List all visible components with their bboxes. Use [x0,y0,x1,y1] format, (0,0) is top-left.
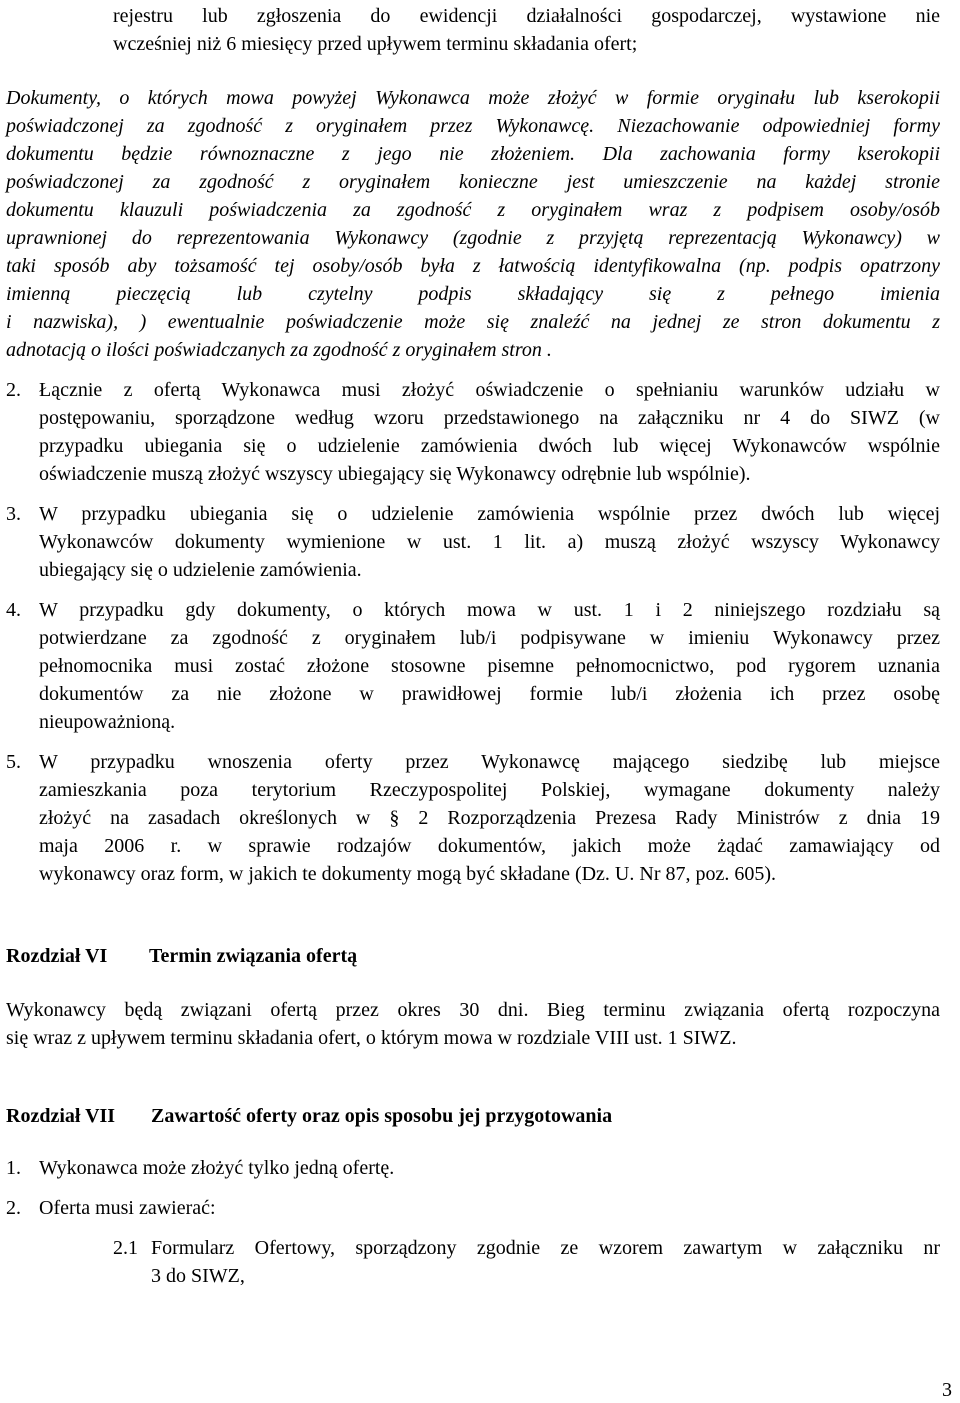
italic-para-line: Dokumenty, o których mowa powyżej Wykonawca może złożyć w formie oryginału lub kserokopii [6,87,940,109]
chapter-line: się wraz z upływem terminu składania ofert, o którym mowa w rozdziale VIII ust. 1 SIWZ. [6,1027,737,1049]
item-line: nieupoważnioną. [39,711,176,733]
item-number: 2. [6,379,21,401]
italic-para-line: adnotacją o ilości poświadczanych za zgodność z oryginałem stron . [6,339,552,361]
item-line: wykonawcy oraz form, w jakich te dokumenty mogą być składane (Dz. U. Nr 87, poz. 605). [39,863,777,885]
chapter-label: Rozdział VI [6,945,108,967]
item-number: 1. [6,1157,21,1179]
item-number: 3. [6,503,21,525]
italic-para-line: i nazwiska), ) ewentualnie poświadczenie może się znaleźć na jednej ze stron dokumentu z [6,311,940,333]
intro-line: rejestru lub zgłoszenia do ewidencji działalności gospodarczej, wystawione nie [113,5,940,27]
sub-item-number: 2.1 [113,1237,138,1259]
sub-item-line: 3 do SIWZ, [151,1265,245,1287]
item-line: złożyć na zasadach określonych w § 2 Rozporządzenia Prezesa Rady Ministrów z dnia 19 [39,807,940,829]
item-line: zamieszkania poza terytorium Rzeczypospolitej Polskiej, wymagane dokumenty należy [39,779,940,801]
item-line: ubiegający się o udzielenie zamówienia. [39,559,362,581]
chapter-title: Zawartość oferty oraz opis sposobu jej przygotowania [151,1105,613,1127]
italic-para-line: dokumentu klauzuli poświadczenia za zgodność z oryginałem wraz z podpisem osoby/osób [6,199,940,221]
item-line: postępowaniu, sporządzone według wzoru przedstawionego na załączniku nr 4 do SIWZ (w [39,407,940,429]
italic-para-line: dokumentu będzie równoznaczne z jego nie złożeniem. Dla zachowania formy kserokopii [6,143,940,165]
item-number: 5. [6,751,21,773]
item-line: Wykonawców dokumenty wymienione w ust. 1 lit. a) muszą złożyć wszyscy Wykonawcy [39,531,940,553]
item-line: oświadczenie muszą złożyć wszyscy ubiegający się Wykonawcy odrębnie lub wspólnie). [39,463,751,485]
item-line: W przypadku gdy dokumenty, o których mowa w ust. 1 i 2 niniejszego rozdziału są [39,599,940,621]
italic-para-line: poświadczonej za zgodność z oryginałem konieczne jest umieszczenie na każdej stronie [6,171,940,193]
item-number: 2. [6,1197,21,1219]
item-number: 4. [6,599,21,621]
chapter-line: Wykonawcy będą związani ofertą przez okres 30 dni. Bieg terminu związania ofertą rozpoczyna [6,999,940,1021]
item-line: Wykonawca może złożyć tylko jedną ofertę. [39,1157,395,1179]
item-line: przypadku ubiegania się o udzielenie zamówienia dwóch lub więcej Wykonawców wspólnie [39,435,940,457]
item-line: maja 2006 r. w sprawie rodzajów dokumentów, jakich może żądać zamawiający od [39,835,940,857]
italic-para-line: poświadczonej za zgodność z oryginałem przez Wykonawcę. Niezachowanie odpowiedniej formy [6,115,940,137]
item-line: W przypadku ubiegania się o udzielenie zamówienia wspólnie przez dwóch lub więcej [39,503,940,525]
sub-item-line: Formularz Ofertowy, sporządzony zgodnie ze wzorem zawartym w załączniku nr [151,1237,940,1259]
item-line: Łącznie z ofertą Wykonawca musi złożyć oświadczenie o spełnianiu warunków udziału w [39,379,940,401]
italic-para-line: imienną pieczęcią lub czytelny podpis składający się z pełnego imienia [6,283,940,305]
italic-para-line: taki sposób aby tożsamość tej osoby/osób była z łatwością identyfikowalna (np. podpis opatrzony [6,255,940,277]
chapter-title: Termin związania ofertą [149,945,358,967]
page-number: 3 [942,1379,952,1401]
intro-line: wcześniej niż 6 miesięcy przed upływem terminu składania ofert; [113,33,638,55]
chapter-label: Rozdział VII [6,1105,116,1127]
item-line: dokumentów za nie złożone w prawidłowej formie lub/i złożenia ich przez osobę [39,683,940,705]
italic-para-line: uprawnionej do reprezentowania Wykonawcy (zgodnie z przyjętą reprezentacją Wykonawcy) w [6,227,940,249]
item-line: potwierdzane za zgodność z oryginałem lub/i podpisywane w imieniu Wykonawcy przez [39,627,940,649]
item-line: pełnomocnika musi zostać złożone stosowne pisemne pełnomocnictwo, pod rygorem uznania [39,655,940,677]
item-line: W przypadku wnoszenia oferty przez Wykonawcę mającego siedzibę lub miejsce [39,751,940,773]
item-line: Oferta musi zawierać: [39,1197,216,1219]
